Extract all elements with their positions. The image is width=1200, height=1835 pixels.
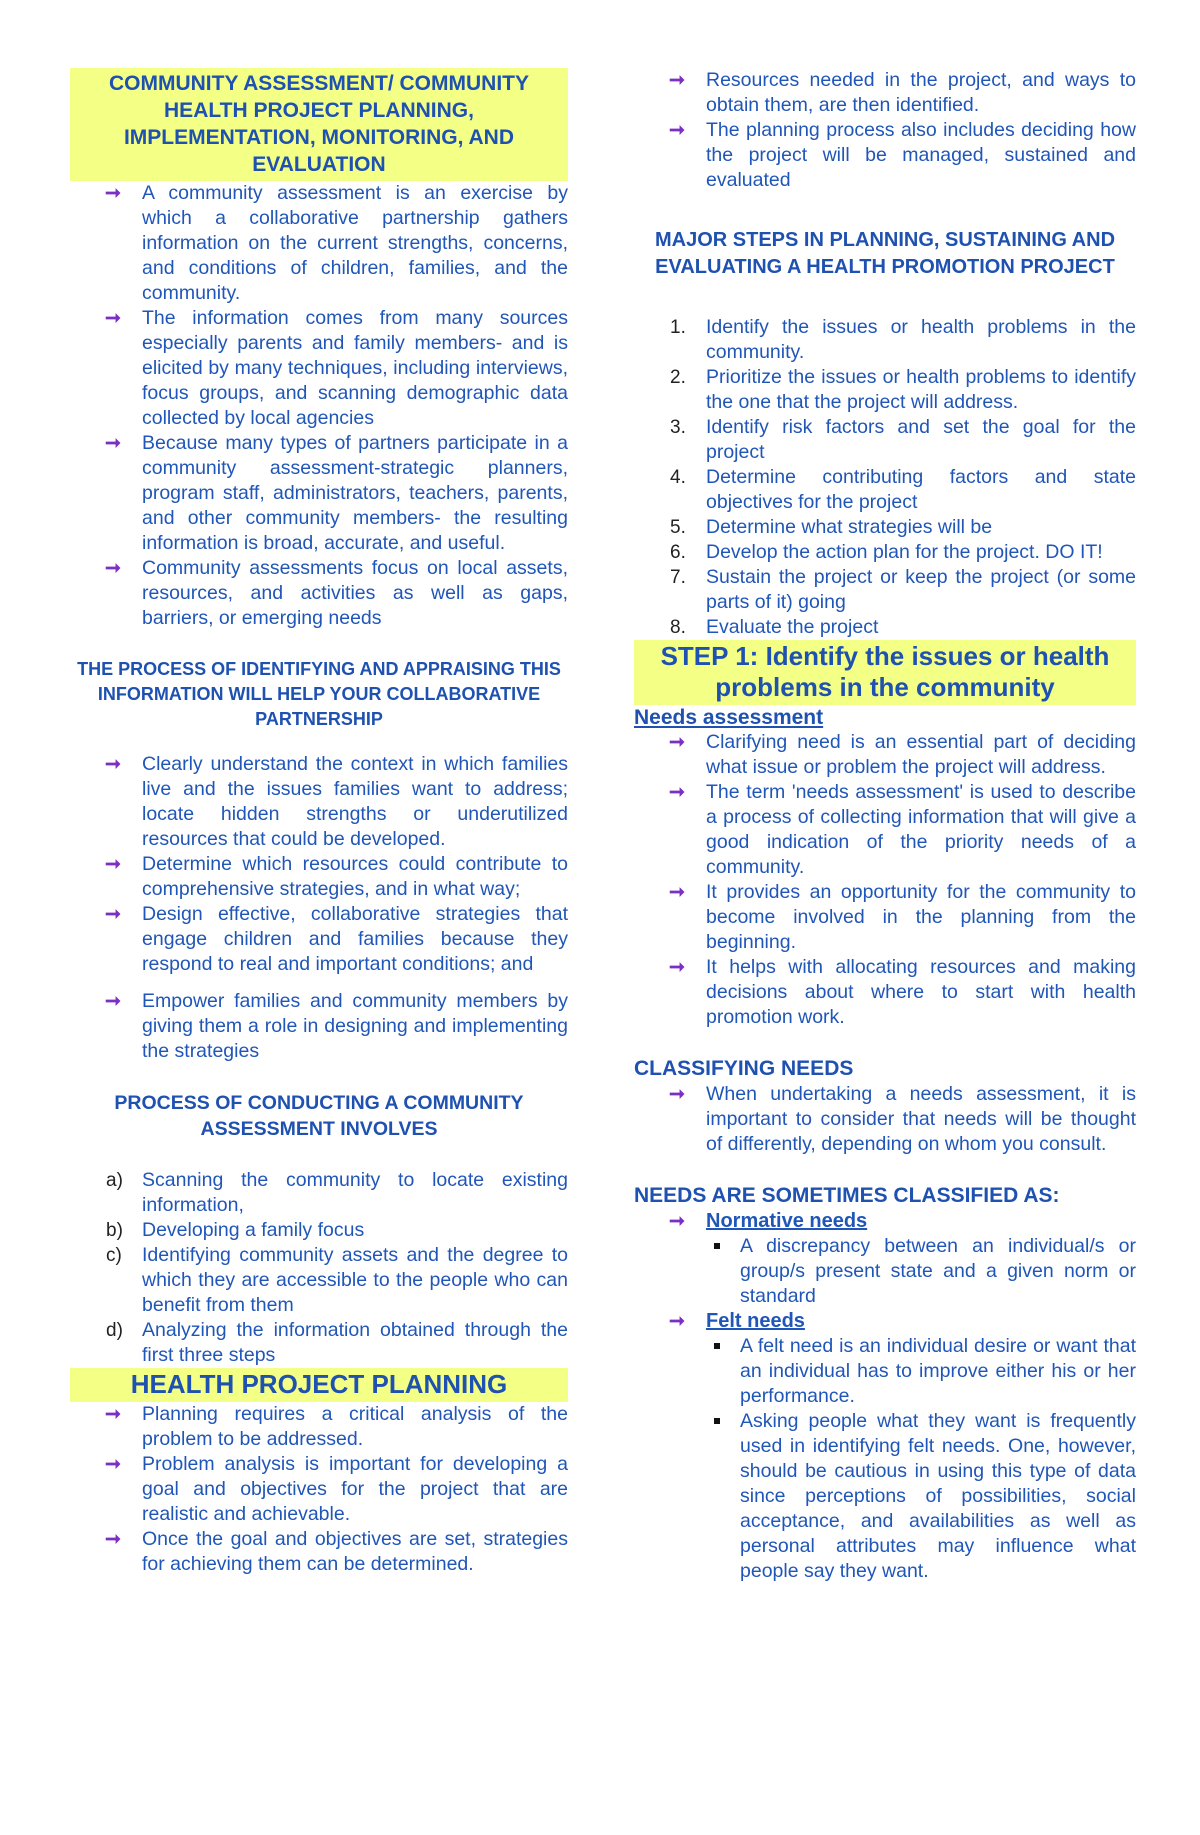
arrow-right-icon: ➞ — [105, 991, 121, 1012]
conduct-heading: PROCESS OF CONDUCTING A COMMUNITY ASSESSMENT INVOLVES — [114, 1092, 524, 1140]
list-item: ➞ It provides an opportunity for the community to become involved in the planning from the beginning. — [669, 881, 1136, 953]
left-column — [70, 68, 568, 1577]
arrow-right-icon: ➞ — [105, 433, 121, 454]
list-item: d) Analyzing the information obtained through the first three steps — [106, 1319, 568, 1366]
list-item: 2. Prioritize the issues or health problems to identify the one that the project will address. — [670, 366, 1136, 413]
arrow-right-icon: ➞ — [105, 754, 121, 775]
document-title: COMMUNITY ASSESSMENT/ COMMUNITY HEALTH PROJECT PLANNING, IMPLEMENTATION, MONITORING, AND EVALUATION — [70, 68, 568, 181]
arrow-right-icon: ➞ — [105, 904, 121, 925]
list-item: 7. Sustain the project or keep the project (or some parts of it) going — [670, 566, 1136, 613]
list-item: ➞ When undertaking a needs assessment, it is important to consider that needs will be thought of differently, depending on whom you consult. — [669, 1083, 1136, 1155]
intro-list — [70, 181, 568, 631]
square-bullet-icon — [714, 1243, 720, 1249]
list-item: ➞ Clearly understand the context in which families live and the issues families want to address; locate hidden strengths or underutilized resources that could be developed. — [105, 753, 568, 850]
list-item: ➞ Determine which resources could contribute to comprehensive strategies, and in what way; — [105, 853, 568, 900]
list-item: ➞ The information comes from many sources especially parents and family members- and is elicited by many techniques, including interviews, focus groups, and scanning demographic data collected by local agencies — [105, 307, 568, 429]
conduct-list — [70, 1168, 568, 1368]
arrow-right-icon: ➞ — [669, 1311, 685, 1332]
felt-list — [634, 1334, 1136, 1584]
arrow-right-icon: ➞ — [669, 70, 685, 91]
list-item: ➞ Planning requires a critical analysis of the problem to be addressed. — [105, 1403, 568, 1450]
right-column — [634, 68, 1136, 1584]
classifying-heading: CLASSIFYING NEEDS — [634, 1057, 854, 1080]
square-bullet-icon — [714, 1418, 720, 1424]
list-item: ➞ The planning process also includes deciding how the project will be managed, sustained and evaluated — [669, 119, 1136, 191]
list-item: 8. Evaluate the project — [670, 616, 879, 638]
list-item: ➞ Resources needed in the project, and ways to obtain them, are then identified. — [669, 69, 1136, 116]
felt-needs-label: Felt needs — [706, 1310, 805, 1332]
classified-as-heading: NEEDS ARE SOMETIMES CLASSIFIED AS: — [634, 1184, 1060, 1207]
list-item: a) Scanning the community to locate existing information, — [106, 1169, 568, 1216]
list-item: ➞ Problem analysis is important for developing a goal and objectives for the project that are realistic and achievable. — [105, 1453, 568, 1525]
needs-list — [634, 730, 1136, 1030]
arrow-right-icon: ➞ — [669, 1211, 685, 1232]
list-item: ➞ A community assessment is an exercise by which a collaborative partnership gathers information on the current strengths, concerns, and conditions of children, families, and the community. — [105, 182, 568, 304]
arrow-right-icon: ➞ — [105, 558, 121, 579]
list-item: c) Identifying community assets and the degree to which they are accessible to the people who can benefit from them — [106, 1244, 568, 1316]
list-item — [634, 1309, 1136, 1334]
list-item: ➞ Once the goal and objectives are set, strategies for achieving them can be determined. — [105, 1528, 568, 1575]
planning-heading: HEALTH PROJECT PLANNING — [70, 1368, 568, 1402]
arrow-right-icon: ➞ — [105, 1529, 121, 1550]
list-item: 3. Identify risk factors and set the goal for the project — [670, 416, 1136, 463]
arrow-right-icon: ➞ — [105, 1454, 121, 1475]
list-item: 1. Identify the issues or health problems in the community. — [670, 316, 1136, 363]
arrow-right-icon: ➞ — [669, 732, 685, 753]
list-item: 6. Develop the action plan for the project. DO IT! — [670, 541, 1103, 563]
list-item: 4. Determine contributing factors and state objectives for the project — [670, 466, 1136, 513]
arrow-right-icon: ➞ — [105, 854, 121, 875]
arrow-right-icon: ➞ — [669, 782, 685, 803]
list-item: A felt need is an individual desire or want that an individual has to improve either his or her performance. — [634, 1334, 1136, 1409]
list-item: ➞ Clarifying need is an essential part of deciding what issue or problem the project will address. — [669, 731, 1136, 778]
list-item: ➞ The term 'needs assessment' is used to describe a process of collecting information that will give a good indication of the priority needs of a community. — [669, 781, 1136, 878]
arrow-right-icon: ➞ — [669, 957, 685, 978]
arrow-right-icon: ➞ — [105, 308, 121, 329]
list-item: ➞ Community assessments focus on local assets, resources, and activities as well as gaps, barriers, or emerging needs — [105, 557, 568, 629]
normative-list — [634, 1234, 1136, 1309]
list-item: ➞ It helps with allocating resources and making decisions about where to start with health promotion work. — [669, 956, 1136, 1028]
list-item — [634, 1209, 1136, 1234]
square-bullet-icon — [714, 1343, 720, 1349]
list-item: 5. Determine what strategies will be — [670, 516, 993, 538]
need-types-list-2 — [634, 1309, 1136, 1334]
list-item: ➞ Empower families and community members by giving them a role in designing and implementing the strategies — [105, 990, 568, 1062]
planning-list — [70, 1402, 568, 1577]
list-item: ➞ Because many types of partners participate in a community assessment-strategic planners, program staff, administrators, teachers, parents, and other community members- the resulting information is broad, accurate, and useful. — [105, 432, 568, 554]
need-types-list — [634, 1209, 1136, 1234]
list-item: b) Developing a family focus — [106, 1219, 365, 1241]
steps-list — [634, 315, 1136, 640]
arrow-right-icon: ➞ — [669, 882, 685, 903]
list-item: Asking people what they want is frequently used in identifying felt needs. One, however, should be cautious in using this type of data since perceptions of possibilities, social acceptance, and availabilities as well as personal attributes may influence what people say they want. — [634, 1409, 1136, 1584]
list-item: ➞ Design effective, collaborative strategies that engage children and families because they respond to real and important conditions; and — [105, 903, 568, 975]
arrow-right-icon: ➞ — [105, 183, 121, 204]
classifying-list — [634, 1082, 1136, 1157]
arrow-right-icon: ➞ — [669, 1084, 685, 1105]
process-list — [70, 752, 568, 1064]
steps-heading: MAJOR STEPS IN PLANNING, SUSTAINING AND EVALUATING A HEALTH PROMOTION PROJECT — [654, 229, 1116, 278]
step1-heading: STEP 1: Identify the issues or health problems in the community — [634, 640, 1136, 705]
process-heading: THE PROCESS OF IDENTIFYING AND APPRAISING THIS INFORMATION WILL HELP YOUR COLLABORATIVE PARTNERSHIP — [77, 659, 561, 729]
normative-needs-label: Normative needs — [706, 1210, 868, 1232]
arrow-right-icon: ➞ — [669, 120, 685, 141]
top-list — [634, 68, 1136, 193]
arrow-right-icon: ➞ — [105, 1404, 121, 1425]
list-item: A discrepancy between an individual/s or group/s present state and a given norm or standard — [634, 1234, 1136, 1309]
needs-assessment-heading: Needs assessment — [634, 706, 824, 729]
